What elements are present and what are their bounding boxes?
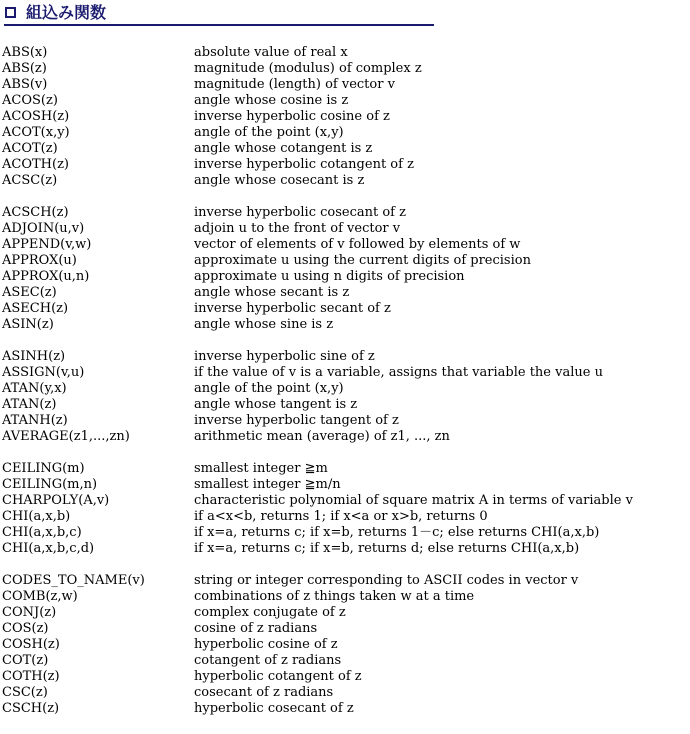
function-row bbox=[2, 285, 688, 301]
function-description: angle whose cotangent is z bbox=[194, 141, 373, 156]
function-row bbox=[2, 653, 688, 669]
function-signature: APPEND(v,w) bbox=[2, 237, 92, 252]
function-signature: ABS(x) bbox=[2, 45, 48, 60]
function-row bbox=[2, 253, 688, 269]
function-signature: CONJ(z) bbox=[2, 605, 57, 620]
function-signature: ASSIGN(v,u) bbox=[2, 365, 85, 380]
function-description: if the value of v is a variable, assigns that variable the value u bbox=[194, 365, 603, 380]
function-row bbox=[2, 477, 688, 493]
function-signature: ACSCH(z) bbox=[2, 205, 69, 220]
function-row bbox=[2, 349, 688, 365]
function-signature: CEILING(m,n) bbox=[2, 477, 98, 492]
function-signature: ACOT(x,y) bbox=[2, 125, 70, 140]
function-group bbox=[2, 205, 688, 333]
function-description: approximate u using n digits of precision bbox=[194, 269, 465, 284]
function-row bbox=[2, 429, 688, 445]
section-title: 組込み関数 bbox=[26, 3, 107, 22]
function-row bbox=[2, 141, 688, 157]
function-signature: ADJOIN(u,v) bbox=[2, 221, 85, 236]
function-row bbox=[2, 669, 688, 685]
function-row bbox=[2, 493, 688, 509]
function-signature: COS(z) bbox=[2, 621, 49, 636]
function-row bbox=[2, 157, 688, 173]
function-signature: CODES_TO_NAME(v) bbox=[2, 573, 145, 588]
function-signature: ASIN(z) bbox=[2, 317, 54, 332]
function-group bbox=[2, 349, 688, 445]
function-description: angle of the point (x,y) bbox=[194, 381, 344, 396]
function-signature: ACSC(z) bbox=[2, 173, 58, 188]
function-signature: CHI(a,x,b,c,d) bbox=[2, 541, 95, 556]
function-description: cotangent of z radians bbox=[194, 653, 342, 668]
function-description: magnitude (modulus) of complex z bbox=[194, 61, 422, 76]
function-description: hyperbolic cosecant of z bbox=[194, 701, 354, 716]
function-row bbox=[2, 637, 688, 653]
function-signature: ASECH(z) bbox=[2, 301, 69, 316]
function-row bbox=[2, 509, 688, 525]
function-description: string or integer corresponding to ASCII codes in vector v bbox=[194, 573, 579, 588]
function-signature: ACOTH(z) bbox=[2, 157, 69, 172]
function-row bbox=[2, 125, 688, 141]
function-row bbox=[2, 525, 688, 541]
function-description: approximate u using the current digits of precision bbox=[194, 253, 531, 268]
function-description: inverse hyperbolic tangent of z bbox=[194, 413, 399, 428]
function-signature: CHI(a,x,b,c) bbox=[2, 525, 82, 540]
function-row bbox=[2, 701, 688, 717]
function-group bbox=[2, 45, 688, 189]
function-row bbox=[2, 621, 688, 637]
function-description: if x=a, returns c; if x=b, returns d; else returns CHI(a,x,b) bbox=[194, 541, 580, 556]
function-row bbox=[2, 221, 688, 237]
function-description: vector of elements of v followed by elements of w bbox=[194, 237, 521, 252]
function-row bbox=[2, 573, 688, 589]
function-row bbox=[2, 93, 688, 109]
function-description: hyperbolic cotangent of z bbox=[194, 669, 362, 684]
function-row bbox=[2, 317, 688, 333]
function-description: combinations of z things taken w at a time bbox=[194, 589, 475, 604]
function-description: magnitude (length) of vector v bbox=[194, 77, 395, 92]
function-description: inverse hyperbolic cosine of z bbox=[194, 109, 390, 124]
function-row bbox=[2, 301, 688, 317]
function-signature: ASINH(z) bbox=[2, 349, 66, 364]
function-row bbox=[2, 365, 688, 381]
function-list bbox=[2, 45, 688, 733]
function-description: angle whose tangent is z bbox=[194, 397, 358, 412]
function-description: angle of the point (x,y) bbox=[194, 125, 344, 140]
function-description: smallest integer ≧m/n bbox=[194, 477, 341, 492]
function-description: inverse hyperbolic cosecant of z bbox=[194, 205, 406, 220]
function-signature: CSCH(z) bbox=[2, 701, 60, 716]
function-description: smallest integer ≧m bbox=[194, 461, 328, 476]
function-description: absolute value of real x bbox=[194, 45, 348, 60]
function-signature: ABS(z) bbox=[2, 61, 47, 76]
function-description: angle whose sine is z bbox=[194, 317, 334, 332]
function-description: if a<x<b, returns 1; if x<a or x>b, returns 0 bbox=[194, 509, 488, 524]
function-signature: ASEC(z) bbox=[2, 285, 57, 300]
section-header bbox=[4, 2, 434, 28]
function-description: adjoin u to the front of vector v bbox=[194, 221, 401, 236]
function-row bbox=[2, 605, 688, 621]
function-row bbox=[2, 109, 688, 125]
function-row bbox=[2, 61, 688, 77]
function-description: arithmetic mean (average) of z1, ..., zn bbox=[194, 429, 450, 444]
function-signature: ATAN(z) bbox=[2, 397, 57, 412]
function-row bbox=[2, 173, 688, 189]
function-group bbox=[2, 573, 688, 717]
function-description: inverse hyperbolic cotangent of z bbox=[194, 157, 414, 172]
function-description: inverse hyperbolic secant of z bbox=[194, 301, 391, 316]
function-row bbox=[2, 237, 688, 253]
function-group bbox=[2, 461, 688, 557]
function-row bbox=[2, 589, 688, 605]
function-signature: COT(z) bbox=[2, 653, 49, 668]
function-signature: APPROX(u,n) bbox=[2, 269, 90, 284]
function-signature: CHARPOLY(A,v) bbox=[2, 493, 110, 508]
function-row bbox=[2, 77, 688, 93]
function-signature: AVERAGE(z1,...,zn) bbox=[2, 429, 130, 444]
function-row bbox=[2, 413, 688, 429]
function-row bbox=[2, 397, 688, 413]
function-description: cosecant of z radians bbox=[194, 685, 334, 700]
function-description: angle whose cosecant is z bbox=[194, 173, 365, 188]
function-description: cosine of z radians bbox=[194, 621, 318, 636]
square-bullet-icon bbox=[5, 7, 16, 18]
function-row bbox=[2, 685, 688, 701]
function-description: hyperbolic cosine of z bbox=[194, 637, 338, 652]
function-row bbox=[2, 45, 688, 61]
function-signature: CSC(z) bbox=[2, 685, 48, 700]
function-signature: ATANH(z) bbox=[2, 413, 68, 428]
function-signature: COMB(z,w) bbox=[2, 589, 78, 604]
function-description: characteristic polynomial of square matrix A in terms of variable v bbox=[194, 493, 633, 508]
function-signature: CHI(a,x,b) bbox=[2, 509, 71, 524]
function-signature: ACOSH(z) bbox=[2, 109, 70, 124]
function-row bbox=[2, 381, 688, 397]
header-underline bbox=[4, 24, 434, 26]
function-signature: COSH(z) bbox=[2, 637, 60, 652]
function-signature: ATAN(y,x) bbox=[2, 381, 67, 396]
function-signature: APPROX(u) bbox=[2, 253, 77, 268]
function-signature: ABS(v) bbox=[2, 77, 48, 92]
function-signature: COTH(z) bbox=[2, 669, 60, 684]
function-description: complex conjugate of z bbox=[194, 605, 346, 620]
function-signature: ACOT(z) bbox=[2, 141, 58, 156]
function-description: angle whose cosine is z bbox=[194, 93, 349, 108]
function-row bbox=[2, 461, 688, 477]
function-signature: ACOS(z) bbox=[2, 93, 58, 108]
function-description: angle whose secant is z bbox=[194, 285, 350, 300]
function-signature: CEILING(m) bbox=[2, 461, 85, 476]
function-row bbox=[2, 541, 688, 557]
function-description: if x=a, returns c; if x=b, returns 1－c; else returns CHI(a,x,b) bbox=[194, 525, 600, 540]
function-row bbox=[2, 205, 688, 221]
function-row bbox=[2, 269, 688, 285]
function-description: inverse hyperbolic sine of z bbox=[194, 349, 375, 364]
